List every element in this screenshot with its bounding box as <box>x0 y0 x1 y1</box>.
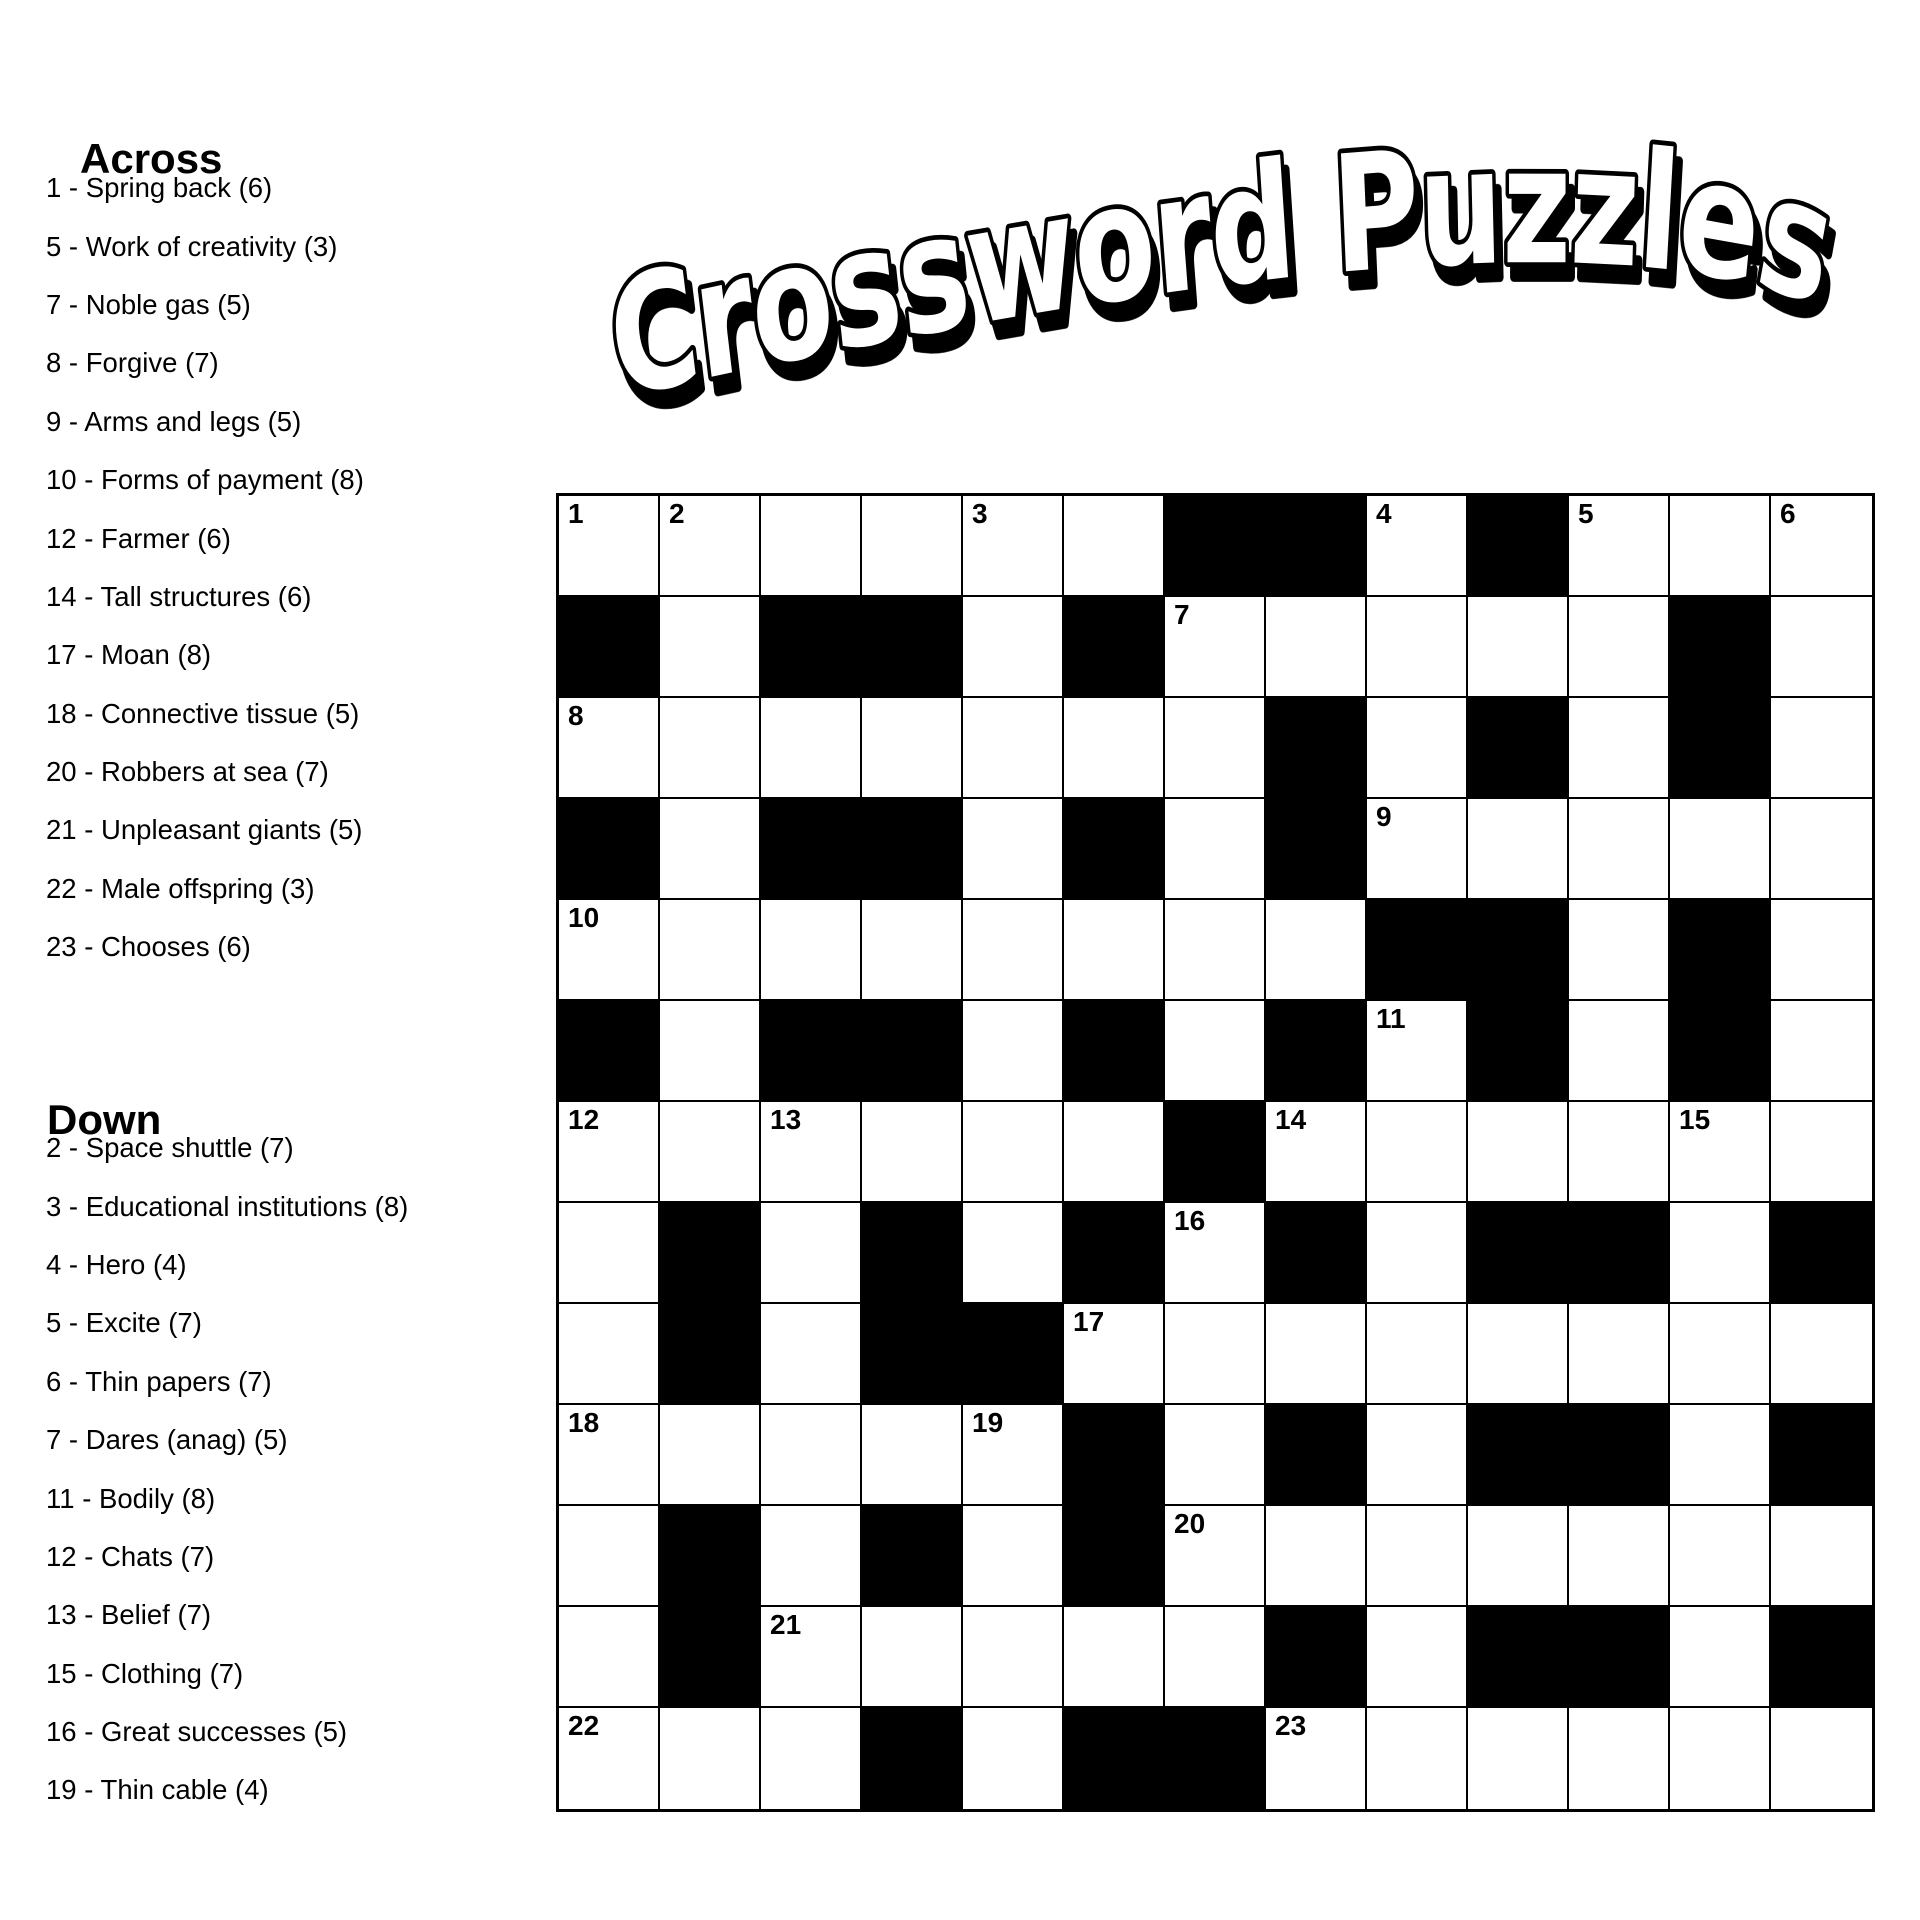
clue-item: 20 - Robbers at sea (7) <box>46 756 329 788</box>
clue-item: 7 - Noble gas (5) <box>46 288 251 320</box>
black-cell-r1c2 <box>761 597 862 698</box>
clue-item: 6 - Thin papers (7) <box>46 1365 272 1397</box>
black-cell-r2c9 <box>1468 698 1569 799</box>
white-cell-r8c0[interactable] <box>559 1304 660 1405</box>
black-cell-r10c3 <box>862 1506 963 1607</box>
white-cell-r8c12[interactable] <box>1771 1304 1872 1405</box>
black-cell-r8c3 <box>862 1304 963 1405</box>
white-cell-r9c0[interactable] <box>559 1405 660 1506</box>
down-heading: Down <box>47 1095 162 1143</box>
black-cell-r5c0 <box>559 1001 660 1102</box>
clue-item: 12 - Chats (7) <box>46 1540 215 1572</box>
black-cell-r2c7 <box>1266 698 1367 799</box>
cell-number-16: 16 <box>1174 1205 1206 1236</box>
cell-number-1: 1 <box>568 498 584 529</box>
black-cell-r3c2 <box>761 799 862 900</box>
across-heading: Across <box>80 134 223 182</box>
white-cell-r5c12[interactable] <box>1771 1001 1872 1102</box>
black-cell-r3c3 <box>862 799 963 900</box>
white-cell-r10c8[interactable] <box>1367 1506 1468 1607</box>
white-cell-r11c3[interactable] <box>862 1607 963 1708</box>
black-cell-r7c1 <box>660 1203 761 1304</box>
cell-number-22: 22 <box>568 1710 600 1741</box>
black-cell-r1c0 <box>559 597 660 698</box>
white-cell-r1c4[interactable] <box>963 597 1064 698</box>
clue-item: 21 - Unpleasant giants (5) <box>46 814 363 846</box>
white-cell-r10c9[interactable] <box>1468 1506 1569 1607</box>
down-clue-list <box>46 1119 408 1820</box>
black-cell-r9c5 <box>1064 1405 1165 1506</box>
clue-item: 17 - Moan (8) <box>46 639 212 671</box>
white-cell-r9c6[interactable] <box>1165 1405 1266 1506</box>
svg-text:Crossword Puzzles <box>600 112 1846 436</box>
black-cell-r5c7 <box>1266 1001 1367 1102</box>
white-cell-r6c12[interactable] <box>1771 1102 1872 1203</box>
white-cell-r9c11[interactable] <box>1670 1405 1771 1506</box>
white-cell-r11c8[interactable] <box>1367 1607 1468 1708</box>
white-cell-r0c5[interactable] <box>1064 496 1165 597</box>
black-cell-r12c6 <box>1165 1708 1266 1809</box>
black-cell-r3c0 <box>559 799 660 900</box>
white-cell-r4c2[interactable] <box>761 900 862 1001</box>
white-cell-r7c2[interactable] <box>761 1203 862 1304</box>
white-cell-r10c10[interactable] <box>1569 1506 1670 1607</box>
white-cell-r3c11[interactable] <box>1670 799 1771 900</box>
white-cell-r10c7[interactable] <box>1266 1506 1367 1607</box>
black-cell-r1c11 <box>1670 597 1771 698</box>
white-cell-r3c10[interactable] <box>1569 799 1670 900</box>
white-cell-r9c3[interactable] <box>862 1405 963 1506</box>
white-cell-r6c5[interactable] <box>1064 1102 1165 1203</box>
white-cell-r1c9[interactable] <box>1468 597 1569 698</box>
white-cell-r11c6[interactable] <box>1165 1607 1266 1708</box>
white-cell-r11c2[interactable] <box>761 1607 862 1708</box>
black-cell-r5c2 <box>761 1001 862 1102</box>
white-cell-r6c0[interactable] <box>559 1102 660 1203</box>
cell-number-14: 14 <box>1275 1104 1307 1135</box>
black-cell-r7c7 <box>1266 1203 1367 1304</box>
crossword-grid <box>556 493 1875 1812</box>
clue-item: 16 - Great successes (5) <box>46 1716 348 1748</box>
black-cell-r11c1 <box>660 1607 761 1708</box>
white-cell-r10c0[interactable] <box>559 1506 660 1607</box>
white-cell-r4c1[interactable] <box>660 900 761 1001</box>
white-cell-r3c8[interactable] <box>1367 799 1468 900</box>
white-cell-r0c0[interactable] <box>559 496 660 597</box>
white-cell-r0c1[interactable] <box>660 496 761 597</box>
white-cell-r9c4[interactable] <box>963 1405 1064 1506</box>
white-cell-r6c1[interactable] <box>660 1102 761 1203</box>
white-cell-r6c9[interactable] <box>1468 1102 1569 1203</box>
black-cell-r12c5 <box>1064 1708 1165 1809</box>
white-cell-r0c8[interactable] <box>1367 496 1468 597</box>
black-cell-r5c9 <box>1468 1001 1569 1102</box>
white-cell-r3c4[interactable] <box>963 799 1064 900</box>
clue-item: 13 - Belief (7) <box>46 1599 212 1631</box>
cell-number-10: 10 <box>568 902 600 933</box>
black-cell-r3c5 <box>1064 799 1165 900</box>
clue-item: 8 - Forgive (7) <box>46 347 219 379</box>
cell-number-9: 9 <box>1376 801 1392 832</box>
black-cell-r9c7 <box>1266 1405 1367 1506</box>
white-cell-r7c0[interactable] <box>559 1203 660 1304</box>
clue-item: 14 - Tall structures (6) <box>46 580 312 612</box>
black-cell-r0c9 <box>1468 496 1569 597</box>
clue-item: 7 - Dares (anag) (5) <box>46 1424 288 1456</box>
white-cell-r4c12[interactable] <box>1771 900 1872 1001</box>
cell-number-5: 5 <box>1578 498 1594 529</box>
white-cell-r9c1[interactable] <box>660 1405 761 1506</box>
black-cell-r6c6 <box>1165 1102 1266 1203</box>
black-cell-r11c12 <box>1771 1607 1872 1708</box>
white-cell-r4c6[interactable] <box>1165 900 1266 1001</box>
white-cell-r2c5[interactable] <box>1064 698 1165 799</box>
clue-item: 18 - Connective tissue (5) <box>46 697 360 729</box>
clue-item: 9 - Arms and legs (5) <box>46 405 302 437</box>
cell-number-8: 8 <box>568 700 584 731</box>
title-banner <box>599 112 1847 440</box>
cell-number-20: 20 <box>1174 1508 1206 1539</box>
black-cell-r9c10 <box>1569 1405 1670 1506</box>
white-cell-r12c9[interactable] <box>1468 1708 1569 1809</box>
white-cell-r12c2[interactable] <box>761 1708 862 1809</box>
black-cell-r8c1 <box>660 1304 761 1405</box>
white-cell-r7c8[interactable] <box>1367 1203 1468 1304</box>
white-cell-r7c6[interactable] <box>1165 1203 1266 1304</box>
white-cell-r12c7[interactable] <box>1266 1708 1367 1809</box>
black-cell-r3c7 <box>1266 799 1367 900</box>
black-cell-r9c9 <box>1468 1405 1569 1506</box>
white-cell-r0c3[interactable] <box>862 496 963 597</box>
white-cell-r2c1[interactable] <box>660 698 761 799</box>
cell-number-21: 21 <box>770 1609 802 1640</box>
white-cell-r11c0[interactable] <box>559 1607 660 1708</box>
white-cell-r6c3[interactable] <box>862 1102 963 1203</box>
black-cell-r8c4 <box>963 1304 1064 1405</box>
black-cell-r11c7 <box>1266 1607 1367 1708</box>
black-cell-r11c9 <box>1468 1607 1569 1708</box>
white-cell-r6c7[interactable] <box>1266 1102 1367 1203</box>
white-cell-r9c2[interactable] <box>761 1405 862 1506</box>
black-cell-r7c9 <box>1468 1203 1569 1304</box>
white-cell-r4c0[interactable] <box>559 900 660 1001</box>
white-cell-r12c4[interactable] <box>963 1708 1064 1809</box>
white-cell-r12c11[interactable] <box>1670 1708 1771 1809</box>
white-cell-r7c4[interactable] <box>963 1203 1064 1304</box>
black-cell-r0c7 <box>1266 496 1367 597</box>
white-cell-r10c11[interactable] <box>1670 1506 1771 1607</box>
white-cell-r6c2[interactable] <box>761 1102 862 1203</box>
across-clue-list <box>46 159 364 976</box>
clue-item: 23 - Chooses (6) <box>46 931 251 963</box>
white-cell-r3c12[interactable] <box>1771 799 1872 900</box>
black-cell-r10c1 <box>660 1506 761 1607</box>
black-cell-r2c11 <box>1670 698 1771 799</box>
cell-number-12: 12 <box>568 1104 600 1135</box>
cell-number-3: 3 <box>972 498 988 529</box>
clue-item: 11 - Bodily (8) <box>46 1482 216 1514</box>
white-cell-r3c9[interactable] <box>1468 799 1569 900</box>
white-cell-r2c10[interactable] <box>1569 698 1670 799</box>
cell-number-7: 7 <box>1174 599 1190 630</box>
clue-item: 5 - Work of creativity (3) <box>46 230 338 262</box>
black-cell-r7c12 <box>1771 1203 1872 1304</box>
white-cell-r6c4[interactable] <box>963 1102 1064 1203</box>
white-cell-r8c5[interactable] <box>1064 1304 1165 1405</box>
white-cell-r8c6[interactable] <box>1165 1304 1266 1405</box>
white-cell-r1c7[interactable] <box>1266 597 1367 698</box>
white-cell-r1c8[interactable] <box>1367 597 1468 698</box>
white-cell-r11c4[interactable] <box>963 1607 1064 1708</box>
white-cell-r1c6[interactable] <box>1165 597 1266 698</box>
white-cell-r12c12[interactable] <box>1771 1708 1872 1809</box>
white-cell-r6c8[interactable] <box>1367 1102 1468 1203</box>
cell-number-2: 2 <box>669 498 685 529</box>
clue-item: 22 - Male offspring (3) <box>46 872 315 904</box>
white-cell-r2c6[interactable] <box>1165 698 1266 799</box>
black-cell-r4c9 <box>1468 900 1569 1001</box>
clue-item: 19 - Thin cable (4) <box>46 1774 269 1806</box>
white-cell-r5c1[interactable] <box>660 1001 761 1102</box>
white-cell-r4c4[interactable] <box>963 900 1064 1001</box>
clue-item: 4 - Hero (4) <box>46 1248 187 1280</box>
white-cell-r0c4[interactable] <box>963 496 1064 597</box>
white-cell-r1c10[interactable] <box>1569 597 1670 698</box>
black-cell-r9c12 <box>1771 1405 1872 1506</box>
white-cell-r0c2[interactable] <box>761 496 862 597</box>
black-cell-r5c3 <box>862 1001 963 1102</box>
white-cell-r12c10[interactable] <box>1569 1708 1670 1809</box>
white-cell-r5c8[interactable] <box>1367 1001 1468 1102</box>
clue-item: 5 - Excite (7) <box>46 1307 202 1339</box>
cell-number-17: 17 <box>1073 1306 1105 1337</box>
clue-item: 12 - Farmer (6) <box>46 522 231 554</box>
white-cell-r8c11[interactable] <box>1670 1304 1771 1405</box>
white-cell-r4c3[interactable] <box>862 900 963 1001</box>
black-cell-r12c3 <box>862 1708 963 1809</box>
cell-number-6: 6 <box>1780 498 1796 529</box>
white-cell-r0c10[interactable] <box>1569 496 1670 597</box>
cell-number-11: 11 <box>1376 1003 1406 1034</box>
title-text: Crossword Puzzles <box>599 112 1847 436</box>
white-cell-r6c10[interactable] <box>1569 1102 1670 1203</box>
black-cell-r0c6 <box>1165 496 1266 597</box>
white-cell-r3c6[interactable] <box>1165 799 1266 900</box>
white-cell-r4c5[interactable] <box>1064 900 1165 1001</box>
black-cell-r5c11 <box>1670 1001 1771 1102</box>
white-cell-r8c9[interactable] <box>1468 1304 1569 1405</box>
white-cell-r2c3[interactable] <box>862 698 963 799</box>
white-cell-r1c1[interactable] <box>660 597 761 698</box>
black-cell-r4c8 <box>1367 900 1468 1001</box>
cell-number-15: 15 <box>1679 1104 1711 1135</box>
black-cell-r7c3 <box>862 1203 963 1304</box>
black-cell-r7c5 <box>1064 1203 1165 1304</box>
white-cell-r1c12[interactable] <box>1771 597 1872 698</box>
clue-item: 3 - Educational institutions (8) <box>46 1190 409 1222</box>
white-cell-r2c12[interactable] <box>1771 698 1872 799</box>
cell-number-4: 4 <box>1376 498 1392 529</box>
white-cell-r10c6[interactable] <box>1165 1506 1266 1607</box>
white-cell-r10c12[interactable] <box>1771 1506 1872 1607</box>
clue-item: 15 - Clothing (7) <box>46 1657 244 1689</box>
white-cell-r5c10[interactable] <box>1569 1001 1670 1102</box>
white-cell-r11c11[interactable] <box>1670 1607 1771 1708</box>
white-cell-r2c8[interactable] <box>1367 698 1468 799</box>
black-cell-r10c5 <box>1064 1506 1165 1607</box>
white-cell-r10c2[interactable] <box>761 1506 862 1607</box>
white-cell-r8c7[interactable] <box>1266 1304 1367 1405</box>
white-cell-r0c12[interactable] <box>1771 496 1872 597</box>
white-cell-r2c2[interactable] <box>761 698 862 799</box>
black-cell-r1c5 <box>1064 597 1165 698</box>
clue-item: 1 - Spring back (6) <box>46 172 273 204</box>
cell-number-18: 18 <box>568 1407 600 1438</box>
clue-item: 2 - Space shuttle (7) <box>46 1132 294 1164</box>
white-cell-r4c7[interactable] <box>1266 900 1367 1001</box>
white-cell-r11c5[interactable] <box>1064 1607 1165 1708</box>
white-cell-r12c1[interactable] <box>660 1708 761 1809</box>
white-cell-r12c0[interactable] <box>559 1708 660 1809</box>
black-cell-r4c11 <box>1670 900 1771 1001</box>
white-cell-r7c11[interactable] <box>1670 1203 1771 1304</box>
black-cell-r11c10 <box>1569 1607 1670 1708</box>
black-cell-r5c5 <box>1064 1001 1165 1102</box>
black-cell-r1c3 <box>862 597 963 698</box>
white-cell-r9c8[interactable] <box>1367 1405 1468 1506</box>
white-cell-r8c2[interactable] <box>761 1304 862 1405</box>
white-cell-r0c11[interactable] <box>1670 496 1771 597</box>
white-cell-r8c8[interactable] <box>1367 1304 1468 1405</box>
black-cell-r7c10 <box>1569 1203 1670 1304</box>
white-cell-r10c4[interactable] <box>963 1506 1064 1607</box>
cell-number-13: 13 <box>770 1104 802 1135</box>
white-cell-r5c4[interactable] <box>963 1001 1064 1102</box>
white-cell-r12c8[interactable] <box>1367 1708 1468 1809</box>
white-cell-r4c10[interactable] <box>1569 900 1670 1001</box>
white-cell-r6c11[interactable] <box>1670 1102 1771 1203</box>
white-cell-r2c0[interactable] <box>559 698 660 799</box>
white-cell-r8c10[interactable] <box>1569 1304 1670 1405</box>
white-cell-r2c4[interactable] <box>963 698 1064 799</box>
cell-number-19: 19 <box>972 1407 1004 1438</box>
cell-number-23: 23 <box>1275 1710 1307 1741</box>
clue-item: 10 - Forms of payment (8) <box>46 464 364 496</box>
white-cell-r3c1[interactable] <box>660 799 761 900</box>
white-cell-r5c6[interactable] <box>1165 1001 1266 1102</box>
